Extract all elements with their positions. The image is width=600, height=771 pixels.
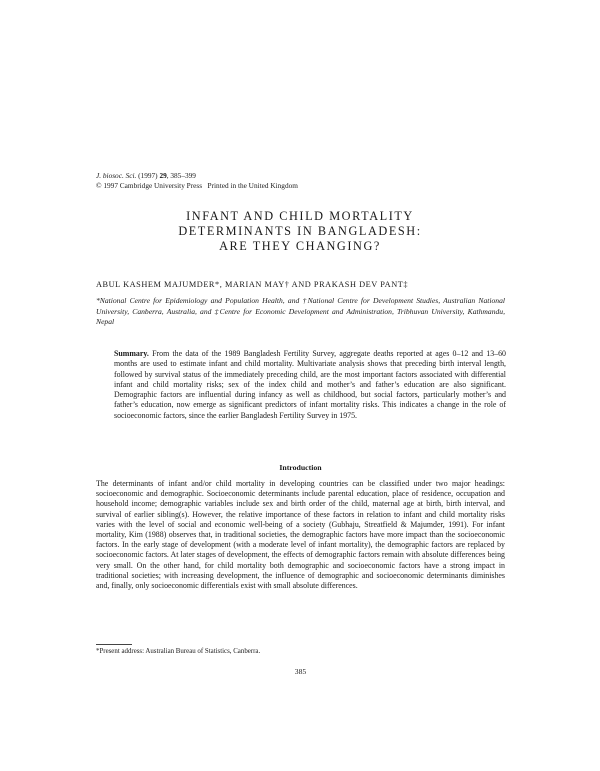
journal-citation [96, 171, 516, 190]
article-title [90, 209, 510, 255]
author-list: ABUL KASHEM MAJUMDER*, MARIAN MAY† AND PRAKASH DEV PANT‡ [96, 280, 409, 289]
summary-text: From the data of the 1989 Bangladesh Fertility Survey, aggregate deaths reported at ages 0–12 and 13–60 months are used to estimate infant and child mortality. Multivariate analysis shows that preceding birth interval length, followed by survival status of the immediately preceding child, are the most important factors associated with differential infant and child mortality risks; sex of the index child and mother’s and father’s education are also significant. Demographic factors are influential during infancy as well as childhood, but social factors, particularly mother’s and father’s education, now emerge as significant predictors of infant mortality risks. This indicates a change in the role of socioeconomic factors, since the earlier Bangladesh Fertility Survey in 1975. [114, 349, 506, 420]
section-heading: Introduction [279, 463, 322, 472]
title-line-1: INFANT AND CHILD MORTALITY [186, 209, 414, 223]
citation-line [96, 171, 516, 181]
journal-volume: 29 [159, 171, 167, 180]
footnote: *Present address: Australian Bureau of Statistics, Canberra. [96, 648, 261, 655]
copyright-line: © 1997 Cambridge University Press Printed in the United Kingdom [96, 180, 298, 190]
summary-label: Summary. [114, 349, 149, 358]
footnote-rule [96, 644, 132, 645]
summary-abstract [114, 349, 506, 421]
page-number: 385 [294, 667, 307, 676]
title-line-2: DETERMINANTS IN BANGLADESH: [178, 224, 422, 239]
affiliations: *National Centre for Epidemiology and Population Health, and †National Centre for Development Studies, Australian National University, Canberra, Australia, and ‡Centre for Economic Development and Administration, Tribhuvan University, Kathmandu, Nepal [96, 296, 505, 327]
journal-name: J. biosoc. Sci. [96, 171, 137, 180]
journal-year: (1997) [136, 171, 160, 180]
intro-paragraph: The determinants of infant and/or child mortality in developing countries can be classified under two major headings: socioeconomic and demographic. Socioeconomic determinants include parental education, place of residence, occupation and household income; demographic variables include sex and birth order of the child, maternal age at birth, birth interval, and survival of earlier sibling(s). However, the relative importance of these factors in relation to infant and child mortality risks varies with the level of social and economic well-being of a society (Gubhaju, Streatfield & Majumder, 1991). For infant mortality, Kim (1988) observes that, in traditional societies, the demographic factors have more impact than the socioeconomic factors. In the early stage of development (with a moderate level of infant mortality), the demographic factors are replaced by socioeconomic factors. At later stages of development, the effects of demographic factors remain with absolute differences being very small. On the other hand, for child mortality both demographic and socioeconomic factors have a strong impact in traditional societies; with increasing development, the influence of demographic and socioeconomic determinants diminishes and, finally, only socioeconomic differentials exist with small absolute differences. [96, 479, 505, 591]
title-line-3: ARE THEY CHANGING? [219, 239, 381, 254]
journal-pages: , 385–399 [166, 171, 196, 180]
